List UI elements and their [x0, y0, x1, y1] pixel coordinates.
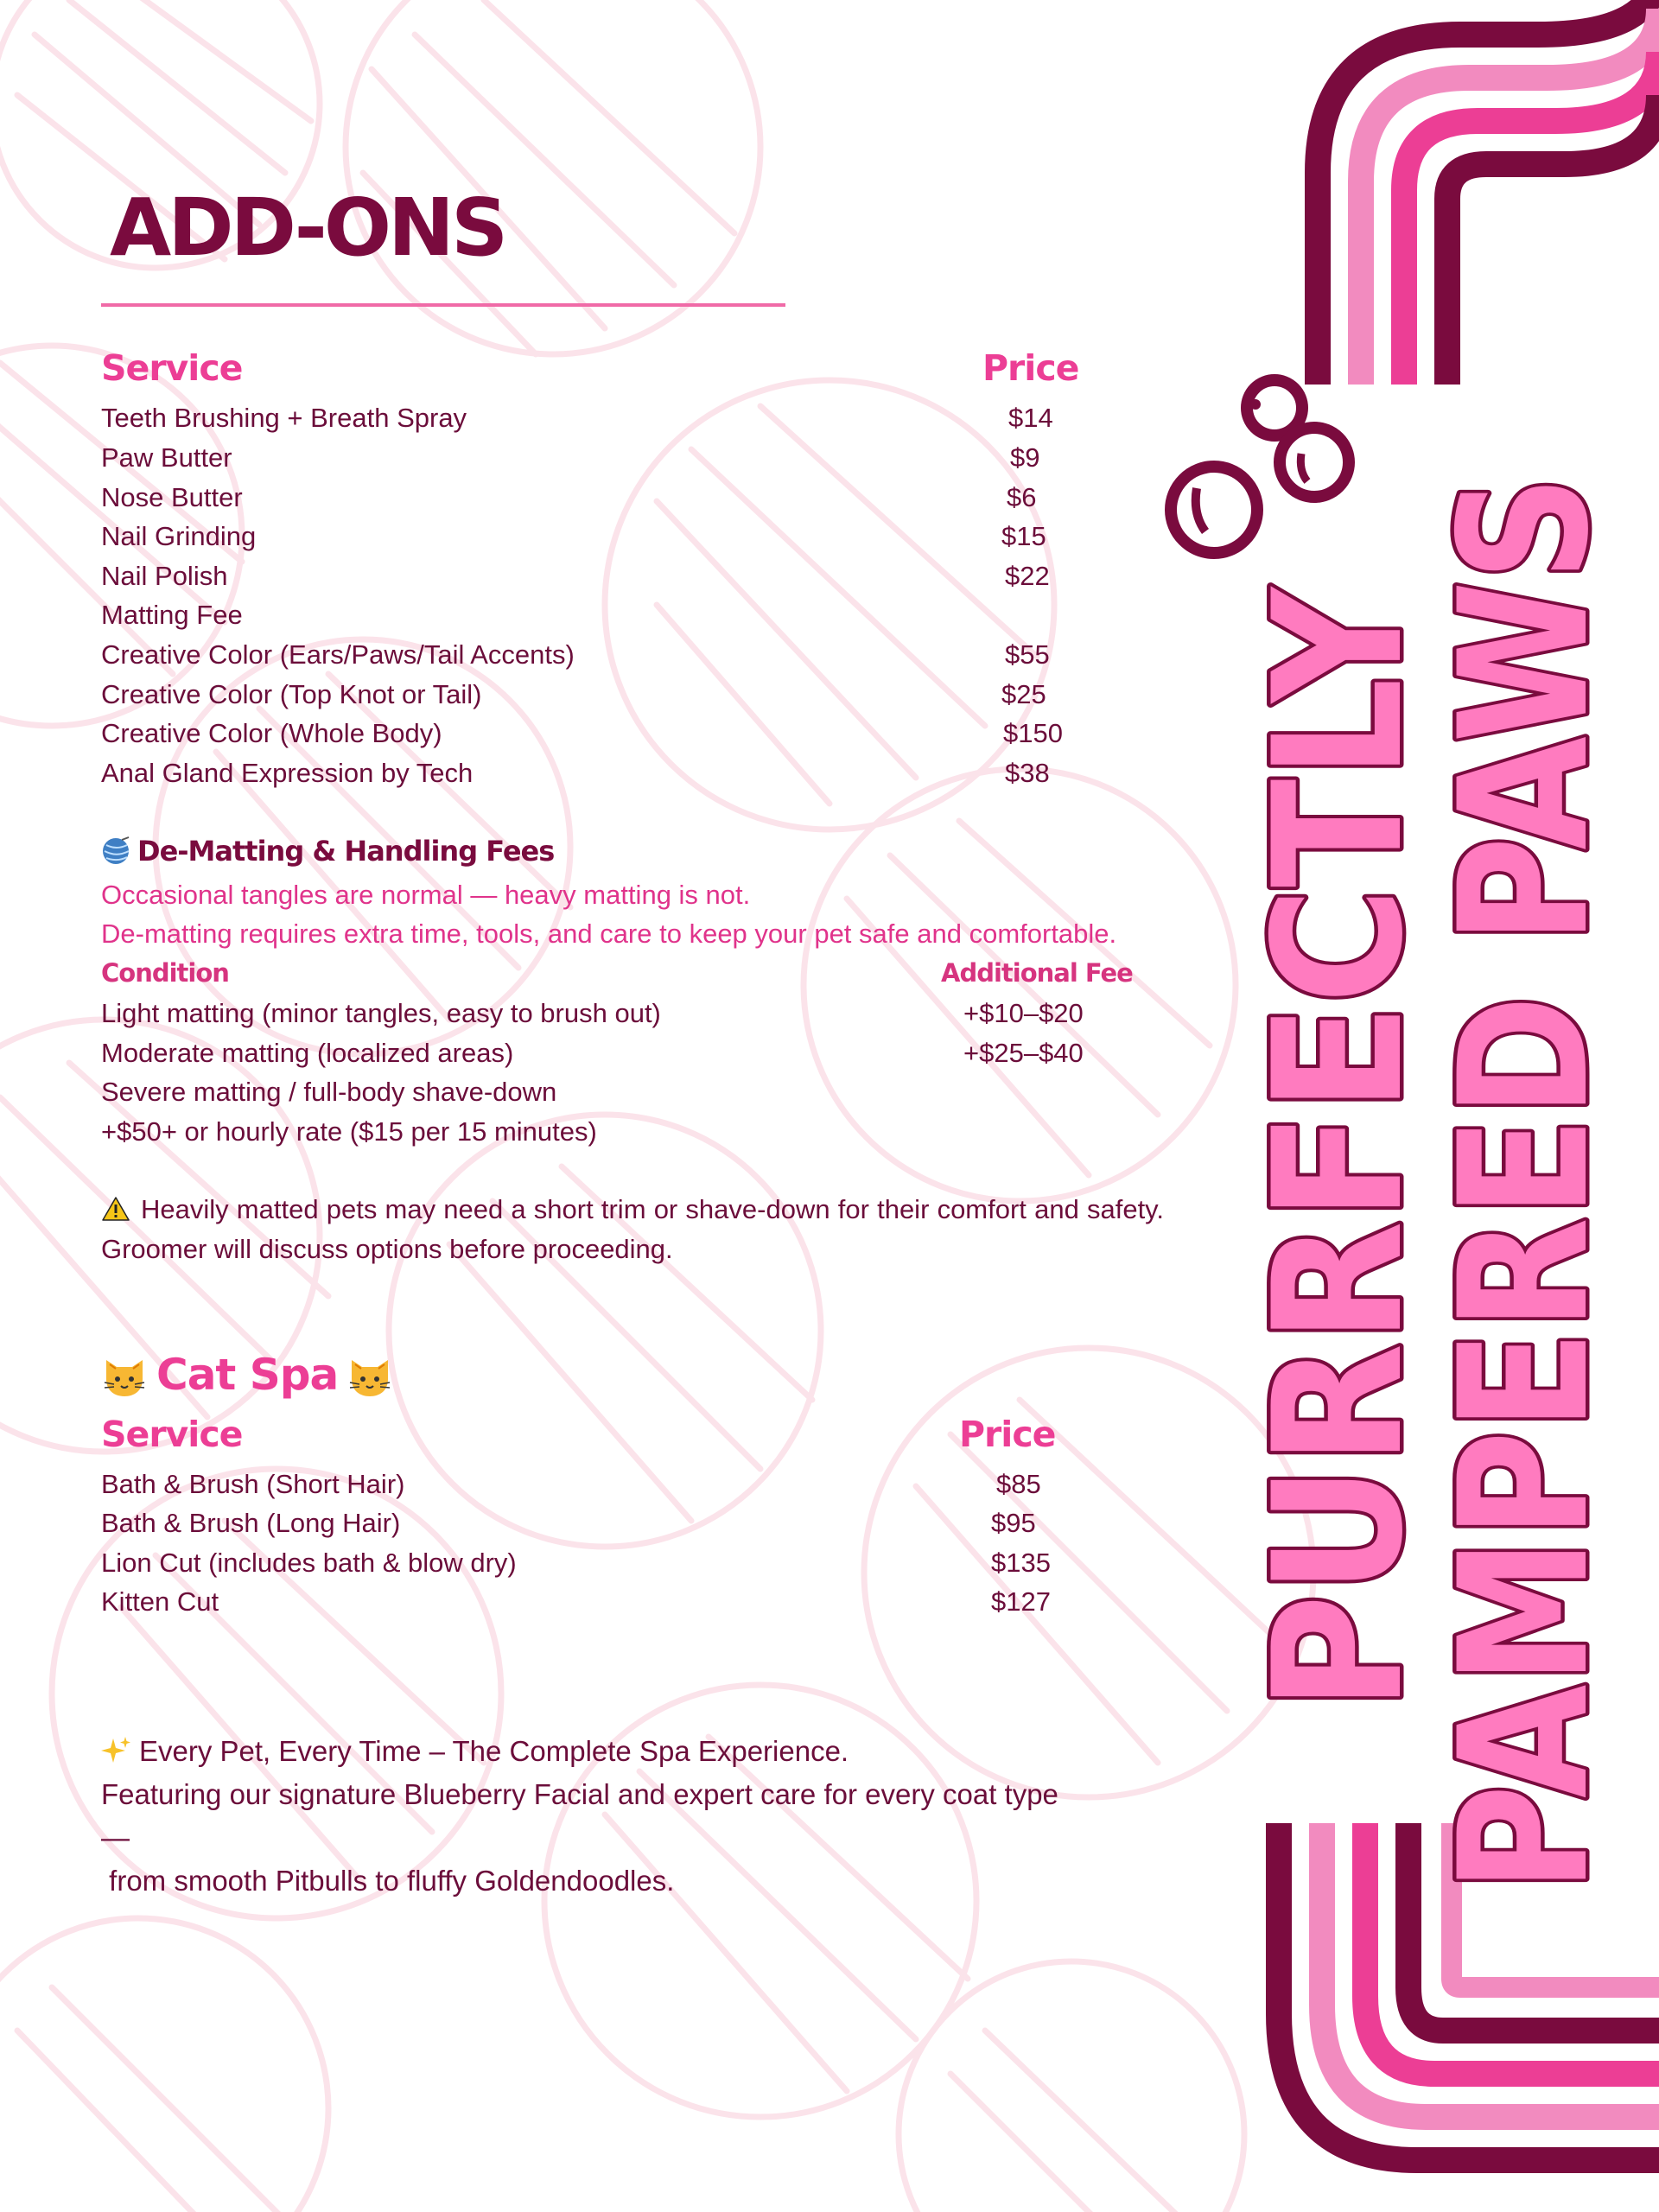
dematting-severe: Severe matting / full-body shave-down — [101, 1077, 557, 1107]
cat-service-name: Lion Cut (includes bath & blow dry) — [101, 1548, 517, 1578]
addon-price: $22 — [1005, 561, 1050, 591]
footer-line-1: Every Pet, Every Time – The Complete Spa Experience. — [139, 1735, 849, 1767]
page-title: ADD-ONS — [110, 181, 505, 274]
addon-row — [101, 718, 1173, 758]
cat-service-price: $127 — [991, 1586, 1051, 1617]
brand-name-line-1: PURRFECTLY — [1236, 458, 1442, 1711]
addon-name: Matting Fee — [101, 600, 243, 630]
addon-name: Nose Butter — [101, 482, 243, 512]
addon-name: Nail Grinding — [101, 521, 257, 551]
addon-name: Nail Polish — [101, 561, 228, 591]
addon-name: Creative Color (Ears/Paws/Tail Accents) — [101, 639, 575, 670]
cat-row — [101, 1548, 1173, 1587]
cat-face-icon — [101, 1351, 148, 1398]
addon-row — [101, 482, 1173, 522]
cat-face-icon — [346, 1351, 393, 1398]
title-divider — [101, 303, 785, 307]
dematting-fee: +$25–$40 — [963, 1038, 1084, 1068]
dematting-condition: Moderate matting (localized areas) — [101, 1038, 514, 1068]
addon-row — [101, 639, 1173, 679]
cat-service-price: $85 — [996, 1469, 1041, 1499]
cat-service-name: Kitten Cut — [101, 1586, 219, 1617]
addon-name: Creative Color (Whole Body) — [101, 718, 442, 748]
dematting-severe-fee: +$50+ or hourly rate ($15 per 15 minutes) — [101, 1116, 597, 1147]
addons-header-service: Service — [101, 347, 243, 389]
cat-header-price: Price — [959, 1414, 1056, 1455]
addon-name: Paw Butter — [101, 442, 232, 473]
yarn-ball-icon — [101, 836, 130, 866]
cat-row — [101, 1469, 1173, 1509]
addon-price: $55 — [1005, 639, 1050, 670]
footer-line-2: Featuring our signature Blueberry Facial and expert care for every coat type — [101, 1778, 1058, 1810]
dematting-fee: +$10–$20 — [963, 998, 1084, 1028]
addon-price: $9 — [1010, 442, 1040, 473]
warning-icon — [101, 1196, 130, 1222]
addon-name: Anal Gland Expression by Tech — [101, 758, 474, 788]
footer-line-4: from smooth Pitbulls to fluffy Goldendoodles. — [101, 1865, 675, 1897]
addon-price: $38 — [1005, 758, 1050, 788]
cat-service-name: Bath & Brush (Short Hair) — [101, 1469, 405, 1499]
dematting-title — [101, 835, 554, 868]
dematting-title-text: De-Matting & Handling Fees — [137, 835, 555, 868]
cat-service-name: Bath & Brush (Long Hair) — [101, 1508, 401, 1538]
addon-name: Teeth Brushing + Breath Spray — [101, 403, 467, 433]
addon-row — [101, 403, 1173, 442]
dematting-header-fee: Additional Fee — [941, 958, 1133, 988]
addon-row — [101, 758, 1173, 798]
dematting-row — [101, 998, 1173, 1038]
addon-price: $6 — [1007, 482, 1037, 512]
dematting-intro-2: De-matting requires extra time, tools, and care to keep your pet safe and comfortable. — [101, 918, 1117, 949]
addon-price: $14 — [1008, 403, 1053, 433]
addon-name: Creative Color (Top Knot or Tail) — [101, 679, 482, 709]
cat-header-service: Service — [101, 1414, 243, 1455]
addon-price: $25 — [1001, 679, 1046, 709]
dematting-header-condition: Condition — [101, 958, 229, 988]
cat-service-price: $135 — [991, 1548, 1051, 1578]
matting-warning — [101, 1190, 1164, 1269]
warning-text: Heavily matted pets may need a short trim or shave-down for their comfort and safety. Groomer will discuss options before proceeding. — [101, 1194, 1164, 1264]
cat-spa-title-text: Cat Spa — [156, 1350, 339, 1400]
dematting-row — [101, 1038, 1173, 1077]
cat-row — [101, 1586, 1173, 1626]
addon-row — [101, 521, 1173, 561]
addon-price: $150 — [1003, 718, 1063, 748]
addon-row — [101, 561, 1173, 601]
cat-service-price: $95 — [991, 1508, 1036, 1538]
addon-price: $15 — [1001, 521, 1046, 551]
addon-row — [101, 442, 1173, 482]
dematting-intro-1: Occasional tangles are normal — heavy matting is not. — [101, 880, 751, 910]
footer-tagline — [101, 1735, 849, 1768]
addons-header-price: Price — [982, 347, 1079, 389]
addon-row — [101, 679, 1173, 719]
brand-name-line-2: PAMPERED PAWS — [1422, 182, 1628, 1892]
footer-line-3: — — [101, 1821, 130, 1853]
sparkles-icon — [101, 1735, 132, 1766]
addon-row — [101, 600, 1173, 639]
cat-row — [101, 1508, 1173, 1548]
cat-spa-title — [101, 1350, 402, 1400]
dematting-condition: Light matting (minor tangles, easy to brush out) — [101, 998, 661, 1028]
